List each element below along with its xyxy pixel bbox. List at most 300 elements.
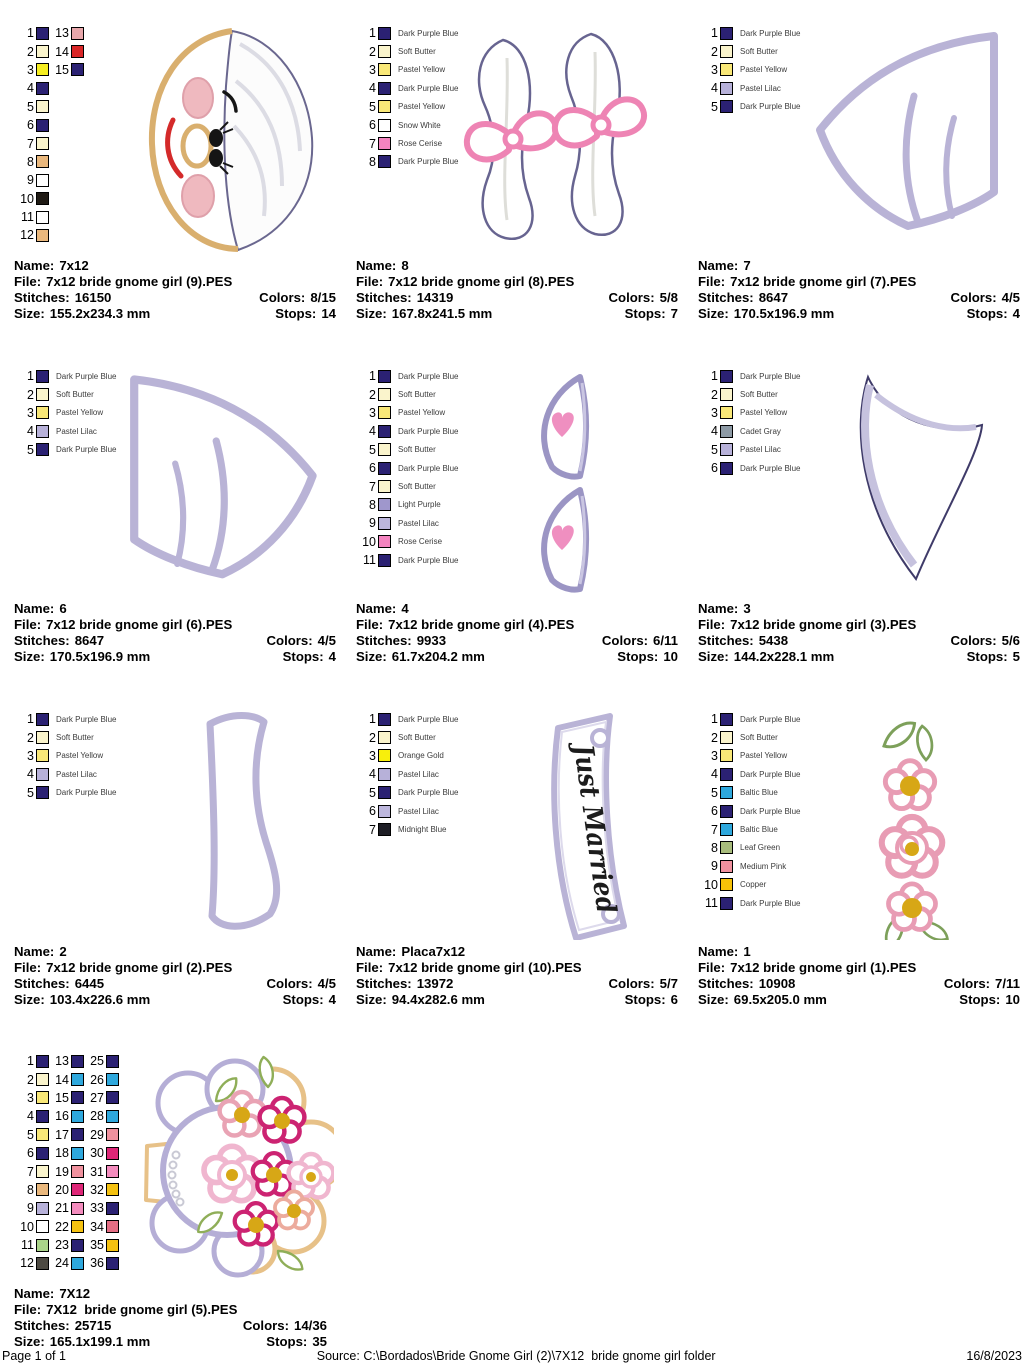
swatch-row [698,98,800,116]
meta-colors-label: Colors: [242,1318,289,1333]
meta-name-value: 1 [743,944,751,959]
swatch-color-box [36,27,49,40]
swatch-number: 8 [369,154,376,169]
meta-size-label: Size: [14,992,45,1007]
swatch-row [14,784,116,802]
swatch-row [49,1199,84,1217]
swatch-color-box [71,1073,84,1086]
swatch-color-box [720,713,733,726]
swatch-number: 10 [20,1219,34,1234]
meta-stitches-label: Stitches: [698,633,754,648]
swatch-number: 9 [27,1201,34,1216]
swatch-color-box [36,211,49,224]
meta-stops-value: 14 [321,306,336,321]
design-meta [14,1286,327,1350]
meta-name-label: Name: [14,258,55,273]
meta-size-value: 170.5x196.9 mm [49,649,151,664]
design-thumbnail-petal [832,369,992,591]
swatch-color-box [378,498,391,511]
swatch-color-box [720,786,733,799]
swatch-row [356,367,458,385]
swatch-color-box [378,443,391,456]
swatch-color-name: Pastel Yellow [740,65,788,75]
swatch-color-box [378,370,391,383]
swatch-column [84,1052,119,1273]
swatch-number: 1 [711,26,718,41]
swatch-color-name: Baltic Blue [740,825,778,835]
swatch-number: 3 [711,405,718,420]
swatch-row [84,1089,119,1107]
swatch-color-box [378,100,391,113]
meta-stops-label: Stops: [617,649,659,664]
meta-size-label: Size: [698,649,729,664]
swatch-number: 6 [369,804,376,819]
swatch-color-box [36,100,49,113]
swatch-row [14,1218,49,1236]
design-meta [698,944,1020,1008]
design-card-9 [14,22,336,322]
swatch-row [698,422,800,440]
swatch-row [356,79,458,97]
swatch-number: 2 [369,44,376,59]
swatch-color-box [106,1073,119,1086]
swatch-color-box [71,63,84,76]
swatch-color-box [36,425,49,438]
swatch-color-box [36,174,49,187]
swatch-number: 7 [369,822,376,837]
swatch-color-box [71,1128,84,1141]
swatch-number: 24 [55,1256,69,1271]
meta-name-label: Name: [356,258,397,273]
color-list [14,367,116,459]
swatch-color-box [36,443,49,456]
swatch-color-name: Soft Butter [740,390,778,400]
design-card-7 [698,22,1020,322]
swatch-row [14,79,49,97]
swatch-number: 11 [21,1238,34,1253]
swatch-number: 9 [27,173,34,188]
swatch-color-box [378,388,391,401]
meta-stitches-value: 16150 [74,290,112,305]
swatch-number: 4 [27,767,34,782]
swatch-color-box [106,1239,119,1252]
meta-file-label: File: [356,960,384,975]
swatch-number: 5 [711,442,718,457]
color-list [698,710,800,912]
swatch-color-box [71,1220,84,1233]
swatch-color-box [720,425,733,438]
swatch-color-name: Dark Purple Blue [398,463,459,473]
swatch-number: 1 [369,369,376,384]
color-list [698,24,800,116]
swatch-row [356,784,458,802]
swatch-color-name: Dark Purple Blue [398,28,459,38]
gnome-face-drawing [140,26,315,254]
swatch-row [84,1162,119,1180]
swatch-color-box [378,786,391,799]
swatch-column [14,1052,49,1273]
swatch-row [698,367,800,385]
swatch-row [698,894,800,912]
swatch-color-name: Dark Purple Blue [740,371,801,381]
meta-size-value: 61.7x204.2 mm [391,649,485,664]
swatch-number: 11 [21,210,34,225]
swatch-color-box [720,100,733,113]
design-thumbnail-composite [130,1053,334,1279]
swatch-color-box [378,749,391,762]
meta-size-value: 94.4x282.6 mm [391,992,485,1007]
swatch-color-box [71,1239,84,1252]
meta-stitches-label: Stitches: [14,1318,70,1333]
meta-name-value: 7 [743,258,751,273]
swatch-number: 28 [90,1109,104,1124]
swatch-color-name: Dark Purple Blue [398,555,459,565]
swatch-color-box [106,1091,119,1104]
swatch-row [84,1070,119,1088]
swatch-number: 5 [711,99,718,114]
swatch-row [698,839,800,857]
meta-file-label: File: [14,1302,42,1317]
meta-name-label: Name: [14,944,55,959]
swatch-color-name: Pastel Yellow [56,408,104,418]
swatch-row [49,1254,84,1272]
footer-source-path: Source: C:\Bordados\Bride Gnome Girl (2)\7X12 bride gnome girl folder [316,1349,716,1363]
meta-name-value: 6 [59,601,67,616]
swatch-number: 25 [90,1054,104,1069]
swatch-row [14,98,49,116]
meta-file-label: File: [14,274,42,289]
swatch-number: 13 [55,1054,69,1069]
meta-name-value: Placa7x12 [401,944,466,959]
meta-colors-label: Colors: [943,976,991,991]
swatch-color-name: Snow White [398,120,441,130]
swatch-column [49,1052,84,1273]
swatch-row [14,61,49,79]
swatch-number: 1 [369,712,376,727]
swatch-number: 3 [27,62,34,77]
swatch-row [14,1144,49,1162]
meta-stops-label: Stops: [959,992,1001,1007]
swatch-color-name: Baltic Blue [740,788,778,798]
swatch-color-name: Pastel Yellow [56,751,104,761]
swatch-number: 3 [27,1090,34,1105]
swatch-number: 3 [711,62,718,77]
heart-lenses-drawing [528,371,598,593]
swatch-number: 12 [20,228,34,243]
swatch-color-name: Pastel Yellow [740,751,788,761]
swatch-number: 13 [55,26,69,41]
swatch-row [49,1089,84,1107]
swatch-color-box [378,535,391,548]
swatch-color-box [378,82,391,95]
swatch-number: 6 [369,461,376,476]
swatch-row [356,551,458,569]
swatch-row [14,1199,49,1217]
swatch-row [14,422,116,440]
swatch-color-box [378,155,391,168]
swatch-row [14,116,49,134]
swatch-row [698,802,800,820]
swatch-number: 8 [27,154,34,169]
meta-stops-label: Stops: [966,306,1008,321]
swatch-row [14,208,49,226]
swatch-row [356,477,458,495]
swatch-color-name: Dark Purple Blue [740,28,801,38]
swatch-row [356,441,458,459]
design-thumbnail-pigtails [451,28,651,250]
swatch-color-box [36,45,49,58]
meta-stops-value: 35 [312,1334,327,1349]
swatch-number: 9 [711,859,718,874]
swatch-color-box [378,137,391,150]
swatch-row [698,710,800,728]
meta-stops-label: Stops: [966,649,1008,664]
swatch-color-box [378,823,391,836]
swatch-color-box [378,554,391,567]
swatch-column [14,710,116,802]
swatch-row [698,728,800,746]
swatch-color-box [720,768,733,781]
swatch-row [84,1052,119,1070]
meta-stitches-label: Stitches: [14,633,70,648]
swatch-color-name: Pastel Lilac [398,769,439,779]
swatch-color-box [36,749,49,762]
swatch-row [84,1107,119,1125]
design-card-4 [356,365,678,665]
swatch-number: 4 [369,424,376,439]
meta-colors-value: 7/11 [995,976,1020,991]
meta-size-label: Size: [14,649,45,664]
swatch-row [84,1254,119,1272]
swatch-number: 1 [369,26,376,41]
swatch-number: 2 [27,730,34,745]
swatch-number: 2 [711,730,718,745]
swatch-row [356,514,458,532]
swatch-number: 16 [55,1109,69,1124]
swatch-number: 1 [27,1054,34,1069]
swatch-color-box [378,462,391,475]
swatch-number: 3 [27,748,34,763]
swatch-row [356,134,458,152]
swatch-number: 21 [55,1201,69,1216]
swatch-color-name: Dark Purple Blue [740,769,801,779]
swatch-color-name: Pastel Lilac [56,426,97,436]
swatch-color-box [36,1091,49,1104]
design-meta [14,944,336,1008]
pigtails-drawing [451,28,651,250]
swatch-row [84,1181,119,1199]
swatch-color-box [71,1055,84,1068]
swatch-color-box [106,1055,119,1068]
swatch-column [698,24,800,116]
swatch-color-box [36,1183,49,1196]
swatch-number: 30 [90,1146,104,1161]
swatch-color-box [71,1202,84,1215]
design-thumbnail-veil-left [126,369,331,597]
swatch-number: 4 [27,424,34,439]
swatch-color-box [378,119,391,132]
swatch-color-box [720,860,733,873]
meta-colors-label: Colors: [608,290,655,305]
swatch-color-name: Soft Butter [398,390,436,400]
swatch-color-box [36,1257,49,1270]
swatch-column [356,24,458,171]
swatch-color-box [36,1202,49,1215]
meta-stops-label: Stops: [275,306,317,321]
swatch-number: 20 [55,1182,69,1197]
swatch-row [356,24,458,42]
swatch-row [698,747,800,765]
swatch-number: 5 [27,442,34,457]
swatch-color-name: Soft Butter [398,47,436,57]
meta-stitches-label: Stitches: [356,633,412,648]
swatch-row [356,802,458,820]
swatch-row [356,496,458,514]
meta-stops-label: Stops: [282,649,324,664]
swatch-number: 6 [711,461,718,476]
swatch-number: 7 [27,1164,34,1179]
swatch-number: 5 [369,442,376,457]
swatch-color-name: Dark Purple Blue [398,426,459,436]
design-card-placa [356,708,678,1008]
meta-size-label: Size: [356,992,387,1007]
swatch-number: 5 [27,1127,34,1142]
swatch-row [14,728,116,746]
swatch-row [84,1218,119,1236]
swatch-color-name: Cadet Gray [740,426,781,436]
meta-colors-label: Colors: [259,290,306,305]
swatch-row [14,1089,49,1107]
meta-file-label: File: [356,274,384,289]
meta-size-value: 167.8x241.5 mm [391,306,493,321]
swatch-number: 29 [90,1127,104,1142]
swatch-number: 32 [90,1182,104,1197]
swatch-row [698,441,800,459]
swatch-color-box [720,462,733,475]
swatch-color-box [71,1110,84,1123]
swatch-number: 27 [90,1090,104,1105]
meta-colors-value: 4/5 [317,633,336,648]
swatch-color-name: Pastel Lilac [56,769,97,779]
meta-stitches-label: Stitches: [698,290,754,305]
meta-stitches-value: 10908 [758,976,796,991]
swatch-row [356,459,458,477]
swatch-color-name: Dark Purple Blue [740,806,801,816]
swatch-color-name: Soft Butter [56,733,94,743]
color-list [14,1052,119,1273]
swatch-color-name: Pastel Yellow [398,408,446,418]
meta-size-label: Size: [14,306,45,321]
meta-stitches-label: Stitches: [356,976,412,991]
meta-stops-value: 4 [328,649,336,664]
swatch-color-box [36,1165,49,1178]
swatch-color-box [36,388,49,401]
meta-size-label: Size: [356,306,387,321]
swatch-number: 5 [711,785,718,800]
swatch-number: 3 [711,748,718,763]
swatch-color-box [36,370,49,383]
meta-name-label: Name: [698,944,739,959]
swatch-number: 6 [369,118,376,133]
design-thumbnail-gnome-face [140,26,315,254]
swatch-number: 8 [711,840,718,855]
footer-date: 16/8/2023 [966,1349,1022,1363]
swatch-row [14,1070,49,1088]
swatch-number: 31 [90,1164,104,1179]
swatch-number: 36 [90,1256,104,1271]
swatch-color-name: Rose Cerise [398,537,443,547]
swatch-row [356,820,458,838]
swatch-color-box [71,1091,84,1104]
swatch-color-name: Dark Purple Blue [740,102,801,112]
swatch-color-box [378,45,391,58]
meta-file-value: 7x12 bride gnome girl (7).PES [730,274,917,289]
meta-size-label: Size: [698,992,729,1007]
meta-colors-value: 8/15 [310,290,336,305]
swatch-color-box [378,713,391,726]
swatch-color-box [106,1110,119,1123]
swatch-row [356,710,458,728]
swatch-color-name: Rose Cerise [398,139,443,149]
swatch-row [14,1107,49,1125]
swatch-color-name: Dark Purple Blue [740,714,801,724]
swatch-row [698,784,800,802]
meta-stops-value: 4 [1012,306,1020,321]
meta-colors-label: Colors: [950,290,997,305]
swatch-row [698,857,800,875]
swatch-color-box [36,786,49,799]
swatch-color-name: Medium Pink [740,861,787,871]
swatch-row [84,1236,119,1254]
swatch-number: 15 [55,1090,69,1105]
swatch-row [14,367,116,385]
swatch-row [14,42,49,60]
swatch-column [14,367,116,459]
swatch-color-box [720,749,733,762]
swatch-color-name: Soft Butter [740,47,778,57]
design-card-5 [14,1050,336,1350]
swatch-row [49,24,84,42]
swatch-row [356,42,458,60]
design-meta [356,258,678,322]
swatch-color-name: Soft Butter [398,733,436,743]
swatch-color-name: Pastel Lilac [740,83,781,93]
swatch-color-box [378,731,391,744]
footer-page-number: Page 1 of 1 [2,1349,66,1363]
swatch-color-box [36,192,49,205]
swatch-row [356,747,458,765]
swatch-number: 4 [711,767,718,782]
petal-drawing [832,369,992,591]
swatch-color-box [71,27,84,40]
design-meta [14,258,336,322]
swatch-row [84,1144,119,1162]
meta-stitches-value: 8647 [758,290,789,305]
swatch-row [356,728,458,746]
swatch-row [49,1181,84,1199]
design-meta [356,601,678,665]
swatch-color-name: Dark Purple Blue [740,898,801,908]
swatch-color-box [720,443,733,456]
meta-stitches-value: 5438 [758,633,789,648]
meta-file-label: File: [14,617,42,632]
design-card-3 [698,365,1020,665]
swatch-number: 2 [711,387,718,402]
color-list [698,367,800,477]
swatch-color-name: Pastel Yellow [398,65,446,75]
meta-file-value: 7x12 bride gnome girl (6).PES [46,617,233,632]
meta-name-label: Name: [698,258,739,273]
